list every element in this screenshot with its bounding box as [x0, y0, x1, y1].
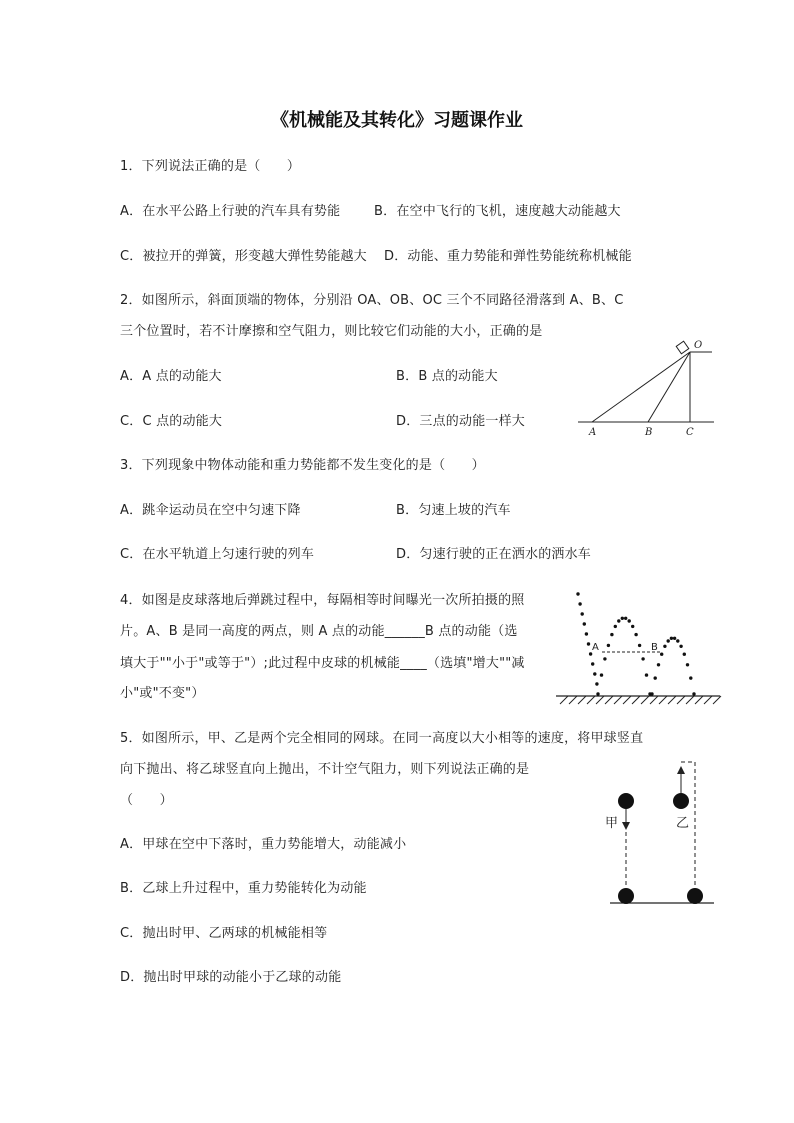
- ball-dot: [676, 639, 679, 642]
- ball-dot: [631, 625, 634, 628]
- label-o: O: [694, 340, 703, 351]
- hatch-mark: [704, 696, 712, 704]
- q2-stem-line2: 三个位置时，若不计摩擦和空气阻力，则比较它们动能的大小，正确的是: [120, 324, 543, 339]
- ball-dot: [581, 612, 584, 615]
- ball-dot: [634, 633, 637, 636]
- q3-option-d: D．匀速行驶的正在洒水的洒水车: [396, 547, 592, 562]
- ground-hatch: [560, 696, 721, 704]
- ball-dot: [660, 653, 663, 656]
- jia-ball-start: [618, 793, 634, 809]
- ball-dot: [654, 676, 657, 679]
- ball-dot: [628, 619, 631, 622]
- ball-dot: [614, 625, 617, 628]
- hatch-mark: [659, 696, 667, 704]
- q2-option-d: D．三点的动能一样大: [396, 414, 526, 429]
- ball-dot: [587, 642, 590, 645]
- ball-dot: [583, 622, 586, 625]
- incline-figure: [578, 336, 718, 442]
- ball-dot: [593, 672, 596, 675]
- path-ob: [648, 352, 690, 422]
- hatch-mark: [605, 696, 613, 704]
- q1-option-c: C．被拉开的弹簧，形变越大弹性势能越大: [120, 249, 367, 264]
- label-a: A: [589, 427, 597, 438]
- ball-dot: [679, 645, 682, 648]
- q2-option-a: A．A 点的动能大: [120, 369, 222, 384]
- ball-dot: [692, 692, 695, 695]
- q4-line3: 填大于""小于"或等于"）;此过程中皮球的机械能____（选填"增大""减: [120, 656, 525, 671]
- path-oa: [592, 352, 690, 422]
- q4-line4: 小"或"不变"）: [120, 686, 205, 701]
- ball-dot: [610, 633, 613, 636]
- ball-dot: [663, 645, 666, 648]
- q3-stem: 3．下列现象中物体动能和重力势能都不发生变化的是（ ）: [120, 458, 485, 473]
- two-balls-figure: [600, 756, 720, 908]
- label-point-b: B: [651, 642, 658, 653]
- jia-ball-ground: [618, 888, 634, 904]
- label-b: B: [645, 427, 653, 438]
- yi-up-arrow-icon: [677, 766, 685, 774]
- ball-dot: [596, 692, 599, 695]
- label-point-a: A: [592, 642, 599, 653]
- q2-stem-line1: 2．如图所示，斜面顶端的物体，分别沿 OA、OB、OC 三个不同路径滑落到 A、B、C: [120, 293, 624, 308]
- hatch-mark: [587, 696, 595, 704]
- ball-dot: [686, 663, 689, 666]
- hatch-mark: [713, 696, 721, 704]
- ball-dot: [585, 632, 588, 635]
- ball-dot: [624, 617, 627, 620]
- hatch-mark: [641, 696, 649, 704]
- ball-dot: [657, 663, 660, 666]
- ball-dot: [576, 592, 579, 595]
- q4-line1: 4．如图是皮球落地后弹跳过程中，每隔相等时间曝光一次所拍摄的照: [120, 593, 525, 608]
- q1-option-a: A．在水平公路上行驶的汽车具有势能: [120, 204, 341, 219]
- q2-option-b: B．B 点的动能大: [396, 369, 498, 384]
- q5-option-d: D．抛出时甲球的动能小于乙球的动能: [120, 970, 342, 985]
- yi-ball-ground: [687, 888, 703, 904]
- ball-dot: [607, 644, 610, 647]
- hatch-mark: [614, 696, 622, 704]
- block-object: [676, 341, 689, 354]
- ball-dot: [673, 637, 676, 640]
- ball-dot: [645, 673, 648, 676]
- q1-stem: 1．下列说法正确的是（ ）: [120, 159, 301, 174]
- hatch-mark: [569, 696, 577, 704]
- label-jia: 甲: [605, 816, 619, 831]
- ball-dot: [591, 662, 594, 665]
- label-c: C: [686, 427, 694, 438]
- hatch-mark: [578, 696, 586, 704]
- ball-dot: [578, 602, 581, 605]
- hatch-mark: [650, 696, 658, 704]
- hatch-mark: [695, 696, 703, 704]
- q5-option-a: A．甲球在空中下落时，重力势能增大，动能减小: [120, 837, 407, 852]
- jia-down-arrow-icon: [622, 822, 630, 830]
- ball-dot: [595, 682, 598, 685]
- q3-option-b: B．匀速上坡的汽车: [396, 503, 511, 518]
- ball-dot: [600, 673, 603, 676]
- hatch-mark: [623, 696, 631, 704]
- q4-line2: 片。A、B 是同一高度的两点，则 A 点的动能______B 点的动能（选: [120, 624, 518, 639]
- label-yi: 乙: [676, 816, 690, 831]
- q1-option-d: D．动能、重力势能和弹性势能统称机械能: [384, 249, 632, 264]
- bouncing-ball-figure: [552, 586, 722, 708]
- ball-dot: [638, 644, 641, 647]
- ball-dot: [603, 657, 606, 660]
- q2-option-c: C．C 点的动能大: [120, 414, 223, 429]
- hatch-mark: [677, 696, 685, 704]
- hatch-mark: [686, 696, 694, 704]
- ball-dot: [683, 653, 686, 656]
- q1-option-b: B．在空中飞行的飞机，速度越大动能越大: [374, 204, 621, 219]
- q5-option-c: C．抛出时甲、乙两球的机械能相等: [120, 926, 328, 941]
- ball-dot: [617, 619, 620, 622]
- yi-ball-start: [673, 793, 689, 809]
- hatch-mark: [560, 696, 568, 704]
- hatch-mark: [596, 696, 604, 704]
- ball-dot: [621, 617, 624, 620]
- ball-dot: [650, 692, 653, 695]
- ball-dot: [670, 637, 673, 640]
- q5-line2: 向下抛出、将乙球竖直向上抛出，不计空气阻力，则下列说法正确的是: [120, 762, 530, 777]
- q5-line1: 5．如图所示，甲、乙是两个完全相同的网球。在同一高度以大小相等的速度，将甲球竖直: [120, 731, 644, 746]
- ball-dot: [689, 676, 692, 679]
- q3-option-a: A．跳伞运动员在空中匀速下降: [120, 503, 301, 518]
- q5-line3: （ ）: [120, 793, 173, 808]
- ball-dot: [667, 639, 670, 642]
- page-title: 《机械能及其转化》习题课作业: [271, 110, 523, 131]
- q5-option-b: B．乙球上升过程中，重力势能转化为动能: [120, 881, 367, 896]
- q3-option-c: C．在水平轨道上匀速行驶的列车: [120, 547, 315, 562]
- ball-dot: [641, 657, 644, 660]
- hatch-mark: [632, 696, 640, 704]
- hatch-mark: [668, 696, 676, 704]
